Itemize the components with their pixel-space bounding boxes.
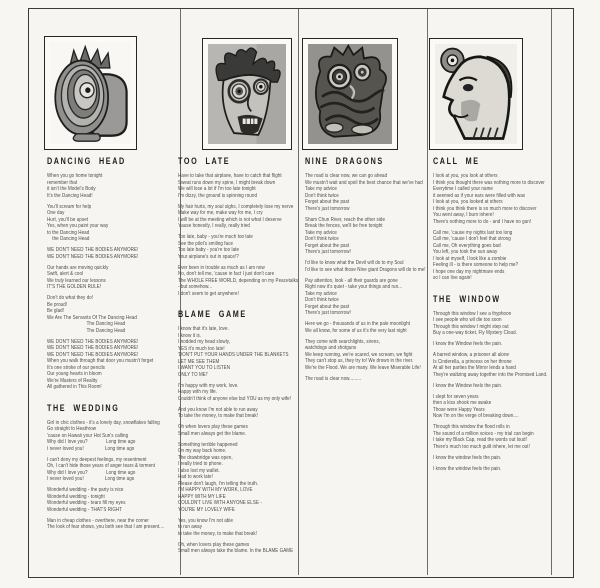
lyric-line: I look at you, you look at others bbox=[433, 173, 498, 179]
lyric-line: COULDN'T LIVE WITH ANYONE ELSE - bbox=[178, 500, 262, 506]
lyric-line: WE DON'T NEED THE BODIES ANYMORE! bbox=[47, 351, 139, 358]
stanza bbox=[433, 394, 551, 420]
lyric-line: There's just tomorrow! bbox=[305, 310, 351, 316]
lyric-line: Make way for me, make way for me, I cry bbox=[178, 210, 263, 216]
lyric-line: I nodded my head slowly, bbox=[178, 339, 231, 345]
lyric-line: There's nothing more to do - and I have no gun! bbox=[433, 218, 532, 225]
lyric-line: I know the Window feels the pain. bbox=[433, 341, 503, 347]
stanza bbox=[178, 518, 297, 538]
lyric-line: Buy a one-way ticket, Fly Mystery Cloud. bbox=[433, 330, 518, 336]
lyric-line: - but somehow... bbox=[178, 284, 213, 290]
lyric-line: to the Dancing Head bbox=[47, 229, 90, 236]
lyric-line: Small men always get the blame. bbox=[178, 430, 247, 437]
lyric-line: The sound of a million voices - my trial can begin bbox=[433, 430, 534, 437]
lyric-line: 'cause honestly, I really, really tried bbox=[178, 223, 250, 229]
lyric-line: To take the money, to make that break! bbox=[178, 413, 259, 419]
lyric-line: Oh when lovers play these games bbox=[178, 424, 248, 430]
lyric-line: remember that bbox=[47, 179, 78, 186]
lyric-line: I know the Window feels the pain. bbox=[433, 382, 503, 389]
lyric-line: Too late, baby - you're much too late bbox=[178, 234, 253, 240]
lyric-line: My hair hurts, my soul sighs, I completely lose my nerve bbox=[178, 203, 294, 210]
lyric-line: I look at myself, I look like a zombie bbox=[433, 255, 507, 262]
stanza bbox=[47, 518, 180, 531]
lyric-line: We're Masters of Reality bbox=[47, 377, 98, 384]
profile-face-art bbox=[435, 44, 517, 144]
lyric-line: Don't think twice bbox=[305, 236, 339, 242]
lyric-line: Pay attention, look - all their guards are gone bbox=[305, 277, 398, 284]
stanza bbox=[47, 457, 180, 483]
lyric-line: The Dancing Head bbox=[47, 321, 126, 327]
lyric-line: watchdogs and shotguns bbox=[305, 345, 357, 351]
painting-wild-face bbox=[202, 38, 292, 150]
stanza bbox=[178, 542, 297, 555]
lyric-line: Please don't laugh, I'm telling the truth. bbox=[178, 480, 259, 487]
stanza bbox=[178, 442, 297, 514]
column-content bbox=[47, 156, 180, 531]
lyric-line: I will be at the meeting which is not what I deserve bbox=[178, 216, 282, 223]
stanza bbox=[305, 217, 425, 256]
song-title-nine-dragons: NINE DRAGONS bbox=[305, 156, 384, 166]
stanza bbox=[47, 339, 180, 391]
lyric-line: WE DON'T NEED THE BODIES ANYMORE! bbox=[47, 345, 139, 351]
lyric-line: Take my advice bbox=[305, 186, 337, 192]
stanza bbox=[47, 487, 180, 513]
lyric-line: Our hands are moving quickly bbox=[47, 264, 109, 271]
lyric-line: the Dancing Head bbox=[47, 236, 90, 242]
lyric-line: it isn't the Model's Body bbox=[47, 186, 96, 192]
lyric-line: I think you think there is so much more to discover bbox=[433, 205, 537, 212]
lyric-line: You left, you took the sun away bbox=[433, 249, 498, 255]
lyric-line: Take my advice bbox=[305, 229, 337, 236]
lyric-line: Everytime I called your name bbox=[433, 186, 493, 192]
lyric-line: Something terrible happened bbox=[178, 441, 238, 448]
lyric-line: At all her parties the Mirror lends a hand bbox=[433, 365, 516, 371]
song-title-blame-game: BLAME GAME bbox=[178, 309, 247, 319]
lyric-line: Wonderful wedding - the party is nice bbox=[47, 487, 124, 493]
column-content bbox=[433, 156, 551, 472]
stanza bbox=[305, 321, 425, 334]
stanza bbox=[47, 420, 180, 453]
lyric-line: WE DON'T NEED THE BODIES ANYMORE! bbox=[47, 338, 139, 345]
lyric-line: HAPPY WITH MY LIFE bbox=[178, 493, 226, 500]
column-divider bbox=[551, 9, 552, 575]
lyric-line: Be proud! bbox=[47, 301, 68, 308]
stanza bbox=[178, 383, 297, 403]
lyric-line: Yes, when you paint your way bbox=[47, 223, 109, 229]
lyric-line: There's just tomorrow bbox=[305, 205, 350, 212]
lyric-line: Our young hearts in bloom bbox=[47, 371, 102, 377]
lyric-line: Have to take that airplane, have to catch that flight bbox=[178, 173, 282, 179]
lyric-line: Man in cheap clothes - overthere, near the corner bbox=[47, 517, 149, 524]
lyric-line: Don't think twice bbox=[305, 192, 339, 199]
lyrics-column-3 bbox=[305, 156, 425, 387]
stanza bbox=[433, 424, 551, 450]
song-title-call-me: CALL ME bbox=[433, 156, 480, 166]
lyric-line: I don't seem to get anywhere! bbox=[178, 290, 239, 297]
lyric-line: Don't do what they do! bbox=[47, 295, 94, 301]
stanza bbox=[178, 265, 297, 298]
lyric-line: to take the money, to make that break! bbox=[178, 530, 258, 537]
lyric-line: You'll scream for help bbox=[47, 203, 92, 210]
lyric-line: Through this window the flood rolls in bbox=[433, 424, 510, 430]
lyric-line: The drawbridge was open, bbox=[178, 454, 233, 461]
lyric-line: Be glad! bbox=[47, 308, 65, 314]
lyric-line: I know the window feels the pain. bbox=[433, 454, 502, 461]
lyric-line: Forget about the past bbox=[305, 242, 350, 249]
stanza bbox=[433, 383, 551, 390]
lyric-line: I know the window feels the pain. bbox=[433, 465, 502, 472]
stanza bbox=[47, 265, 180, 291]
lyric-line: Wonderful wedding - tears fill my eyes bbox=[47, 500, 126, 506]
stanza bbox=[433, 352, 551, 378]
lyric-line: WE DON'T NEED THE BODIES ANYMORE! bbox=[47, 247, 139, 253]
lyric-line: I really tried to phone. bbox=[178, 461, 223, 467]
song-title-dancing-head: DANCING HEAD bbox=[47, 156, 126, 166]
lyric-line: 'DON'T PUT YOUR HANDS UNDER THE BLANKETS bbox=[178, 352, 289, 358]
lyric-line: I slept for seven years bbox=[433, 393, 479, 400]
lyric-line: it seemed as if your ears were filled with wax bbox=[433, 192, 526, 199]
lyric-line: Yes, you know I'm not able bbox=[178, 517, 234, 524]
column-content bbox=[305, 156, 425, 382]
lyric-line: The look of fear shows, you both see that I am present.... bbox=[47, 524, 165, 530]
dragon-swirls-art bbox=[308, 44, 392, 144]
lyric-line: There's just tomorrow! bbox=[305, 249, 351, 255]
lyric-line: Sham Chun River, reach the other side bbox=[305, 216, 386, 223]
lyric-line: Girl in chic clothes - it's a lonely day, snowflakes falling bbox=[47, 419, 160, 426]
lyric-line: Sweat runs down my spine, I might break down bbox=[178, 179, 276, 186]
lyric-line: LET ME SEE THEM bbox=[178, 358, 220, 365]
lyric-line: IT'S THE GOLDEN RULE! bbox=[47, 284, 102, 290]
column-divider bbox=[427, 9, 428, 575]
lyric-line: Forget about the past bbox=[305, 199, 350, 205]
lyric-line: 'cause on Hawaii your Hot Sun's calling bbox=[47, 432, 129, 439]
lyric-line: Call me, 'cause I don't feel that strong bbox=[433, 236, 511, 242]
stanza bbox=[178, 407, 297, 420]
lyric-line: It's one stroke of our pencils bbox=[47, 364, 105, 371]
lyric-line: Ever been in trouble as much as I am now bbox=[178, 264, 265, 271]
song-title-the-window: THE WINDOW bbox=[433, 293, 501, 304]
lyrics-column-1 bbox=[47, 156, 180, 535]
stanza bbox=[305, 278, 425, 317]
lyric-line: It's the Dancing Head! bbox=[47, 192, 93, 199]
stanza bbox=[178, 326, 297, 378]
lyric-line: Had to work late! bbox=[178, 474, 213, 480]
lyric-line: We keep running, we're scared, we scream, we fight bbox=[305, 351, 413, 358]
stanza bbox=[433, 173, 551, 225]
lyric-line: I see people who wil die too soon bbox=[433, 317, 502, 323]
lyric-line: Right now it's quiet - take your things and run... bbox=[305, 284, 403, 290]
lyric-line: Those were Happy Years bbox=[433, 406, 485, 413]
lyric-line: We Are The Servants Of The Dancing Head bbox=[47, 314, 137, 321]
stanza bbox=[47, 173, 180, 199]
lyric-line: Why did I love you? Long time ago bbox=[47, 439, 136, 445]
lyric-line: See the pilot's smiling face bbox=[178, 240, 234, 247]
stanza bbox=[178, 234, 297, 260]
lyric-line: ONLY TO ME!' bbox=[178, 371, 209, 378]
lyric-line: WE DON'T NEED THE BODIES ANYMORE! bbox=[47, 253, 139, 260]
lyric-line: When you go home tonight bbox=[47, 173, 103, 179]
lyric-line: We all know, for some of us it's the very last night bbox=[305, 327, 407, 334]
lyric-line: I'd like to know what the Devil will do to my Soul bbox=[305, 260, 404, 266]
lyric-line: YOU'RE MY LOVELY WIFE bbox=[178, 506, 235, 513]
lyric-line: Take my advice bbox=[305, 290, 337, 297]
lyric-line: The road is clear now......... bbox=[305, 375, 362, 382]
painting-spiral-head bbox=[44, 36, 137, 150]
lyric-line: Wonderful wedding - THAT'S RIGHT bbox=[47, 506, 123, 513]
lyric-line: Small men always take the blame. In the BLAME GAME bbox=[178, 548, 294, 554]
lyric-line: Here we go - thousands of us in the pale moonlight bbox=[305, 321, 410, 327]
lyric-line: Your airplane's out in space!? bbox=[178, 253, 239, 260]
lyric-line: You went away, I burn inhere! bbox=[433, 212, 494, 218]
stanza bbox=[47, 295, 180, 334]
lyric-line: Call me, Oh everything goes bad bbox=[433, 242, 501, 249]
stanza bbox=[305, 376, 425, 383]
lyric-line: I'M HAPPY WITH MY WORK, LOVE bbox=[178, 487, 253, 493]
lyric-line: Oh, I can't hide those years of anger tears & torment bbox=[47, 463, 156, 469]
stanza bbox=[178, 204, 297, 230]
lyric-line: All gathered in This Room! bbox=[47, 384, 102, 390]
lyric-line: Hurt, you'll be upset bbox=[47, 216, 89, 223]
lyric-line: I'm happy with my work, love. bbox=[178, 382, 239, 389]
lyric-line: YES it's much too late! bbox=[178, 345, 225, 352]
lyric-line: I also lost my wallet. bbox=[178, 467, 220, 474]
lyric-line: Don't think twice bbox=[305, 297, 339, 303]
lyric-line: Go straight to Heathrow bbox=[47, 426, 97, 432]
lyric-line: One day bbox=[47, 210, 65, 216]
lyric-line: Break the fences, we'll be free tonight bbox=[305, 223, 383, 229]
lyrics-column-4 bbox=[433, 156, 551, 477]
column-content bbox=[178, 156, 297, 555]
lyric-line: Feeling ill - is there someone to help me? bbox=[433, 262, 519, 268]
lyric-line: No, don't tell me, 'cause in fact I just don't care bbox=[178, 271, 275, 277]
lyric-line: And you know I'm not able to run away bbox=[178, 406, 258, 413]
lyric-line: They come with searchlights, sirens, bbox=[305, 338, 381, 345]
stanza bbox=[305, 173, 425, 212]
lyric-line: Is Cinderella, a princess on her throne bbox=[433, 358, 512, 365]
lyric-line: I'd like to see what those Nine giant Dragons will do to me! bbox=[305, 266, 426, 273]
stanza bbox=[305, 339, 425, 372]
lyric-line: Call me, 'cause my nights last too long bbox=[433, 229, 513, 236]
lyric-line: I'm dizzy, the ground is spinning round bbox=[178, 192, 258, 199]
stanza bbox=[178, 173, 297, 199]
stanza bbox=[47, 204, 180, 243]
painting-dragon-swirls bbox=[302, 38, 398, 150]
stanza bbox=[433, 230, 551, 282]
lyric-line: On my way back home. bbox=[178, 448, 227, 454]
lyric-line: They're waltzing away together into the Promised Land. bbox=[433, 371, 548, 378]
lyric-line: I hope one day my nightmare ends bbox=[433, 268, 505, 275]
lyric-line: Through this window I might step out bbox=[433, 323, 509, 330]
lyric-line: We're the Flood. We are many. We leave Miserable Life! bbox=[305, 364, 421, 371]
painting-profile-face bbox=[429, 38, 523, 150]
lyric-line: Happy with my life. bbox=[178, 389, 218, 395]
lyric-line: I WANT YOU TO LISTEN bbox=[178, 365, 231, 371]
lyric-line: I can't deny my deepest feelings, my resentment bbox=[47, 456, 147, 463]
lyric-line: We will lose a lot if I'm too late tonight bbox=[178, 186, 256, 192]
lyrics-column-2 bbox=[178, 156, 297, 559]
lyric-line: I take my Black Cap, read the words out loud! bbox=[433, 437, 527, 443]
lyric-line: Now I'm on the verge of breaking down.... bbox=[433, 413, 519, 419]
stanza bbox=[433, 341, 551, 348]
stanza bbox=[433, 466, 551, 473]
lyric-line: I know it is. bbox=[178, 332, 202, 339]
lyric-line: I never loved you! Long time ago bbox=[47, 476, 135, 482]
lyric-line: We mustn't wait and spoil the best chance that we've had bbox=[305, 179, 423, 186]
lyric-line: Couldn't think of anyone else but YOU as my only wife! bbox=[178, 395, 292, 402]
lyric-line: Wonderful wedding - tonight bbox=[47, 493, 105, 500]
column-divider bbox=[298, 9, 299, 575]
lyric-line: We truly learned our lessons bbox=[47, 277, 106, 284]
lyric-line: There's much too much guilt inhere, let me out! bbox=[433, 443, 530, 450]
stanza bbox=[305, 260, 425, 273]
stanza bbox=[47, 247, 180, 260]
stanza bbox=[433, 455, 551, 462]
lyric-line: Forget about the past bbox=[305, 303, 350, 310]
lyric-line: I look at you, you looked at others bbox=[433, 199, 503, 205]
lyric-line: Why did I love you? Long time ago bbox=[47, 469, 136, 476]
lyric-line: The road is clear now, we can go ahead bbox=[305, 173, 388, 179]
stanza bbox=[178, 424, 297, 437]
lyric-line: A barred window, a prisoner all alone bbox=[433, 352, 510, 358]
lyric-line: Too late baby - you're too late bbox=[178, 247, 240, 253]
wild-face-art bbox=[208, 44, 286, 144]
lyric-line: Swift, alert & cool bbox=[47, 271, 84, 277]
lyric-line: Through this window I see a thyphoon bbox=[433, 310, 512, 317]
lyric-line: The WHOLE FREE WORLD, depending on my Peacetalks bbox=[178, 277, 299, 284]
song-title-too-late: TOO LATE bbox=[178, 156, 231, 166]
lyric-line: then a kiss shook me awake bbox=[433, 400, 492, 406]
lyric-line: They can't stop us, they try to! We drown in the river. bbox=[305, 358, 414, 364]
lyric-line: Oh, when lovers play these games bbox=[178, 541, 250, 548]
lyric-line: The Dancing Head bbox=[47, 327, 126, 334]
lyric-line: I never loved you! Long time ago bbox=[47, 445, 135, 452]
lyric-line: I know that it's late, love. bbox=[178, 326, 229, 332]
lyric-line: so I can live again! bbox=[433, 275, 472, 281]
stanza bbox=[433, 311, 551, 337]
song-title-the-wedding: THE WEDDING bbox=[47, 402, 120, 413]
lyric-line: I think you thought there was nothing more to discover bbox=[433, 179, 545, 186]
spiral-head-art bbox=[50, 42, 131, 144]
lyric-line: to run away bbox=[178, 524, 203, 530]
lyric-line: When you walk through that door you mustn't forget bbox=[47, 358, 154, 364]
